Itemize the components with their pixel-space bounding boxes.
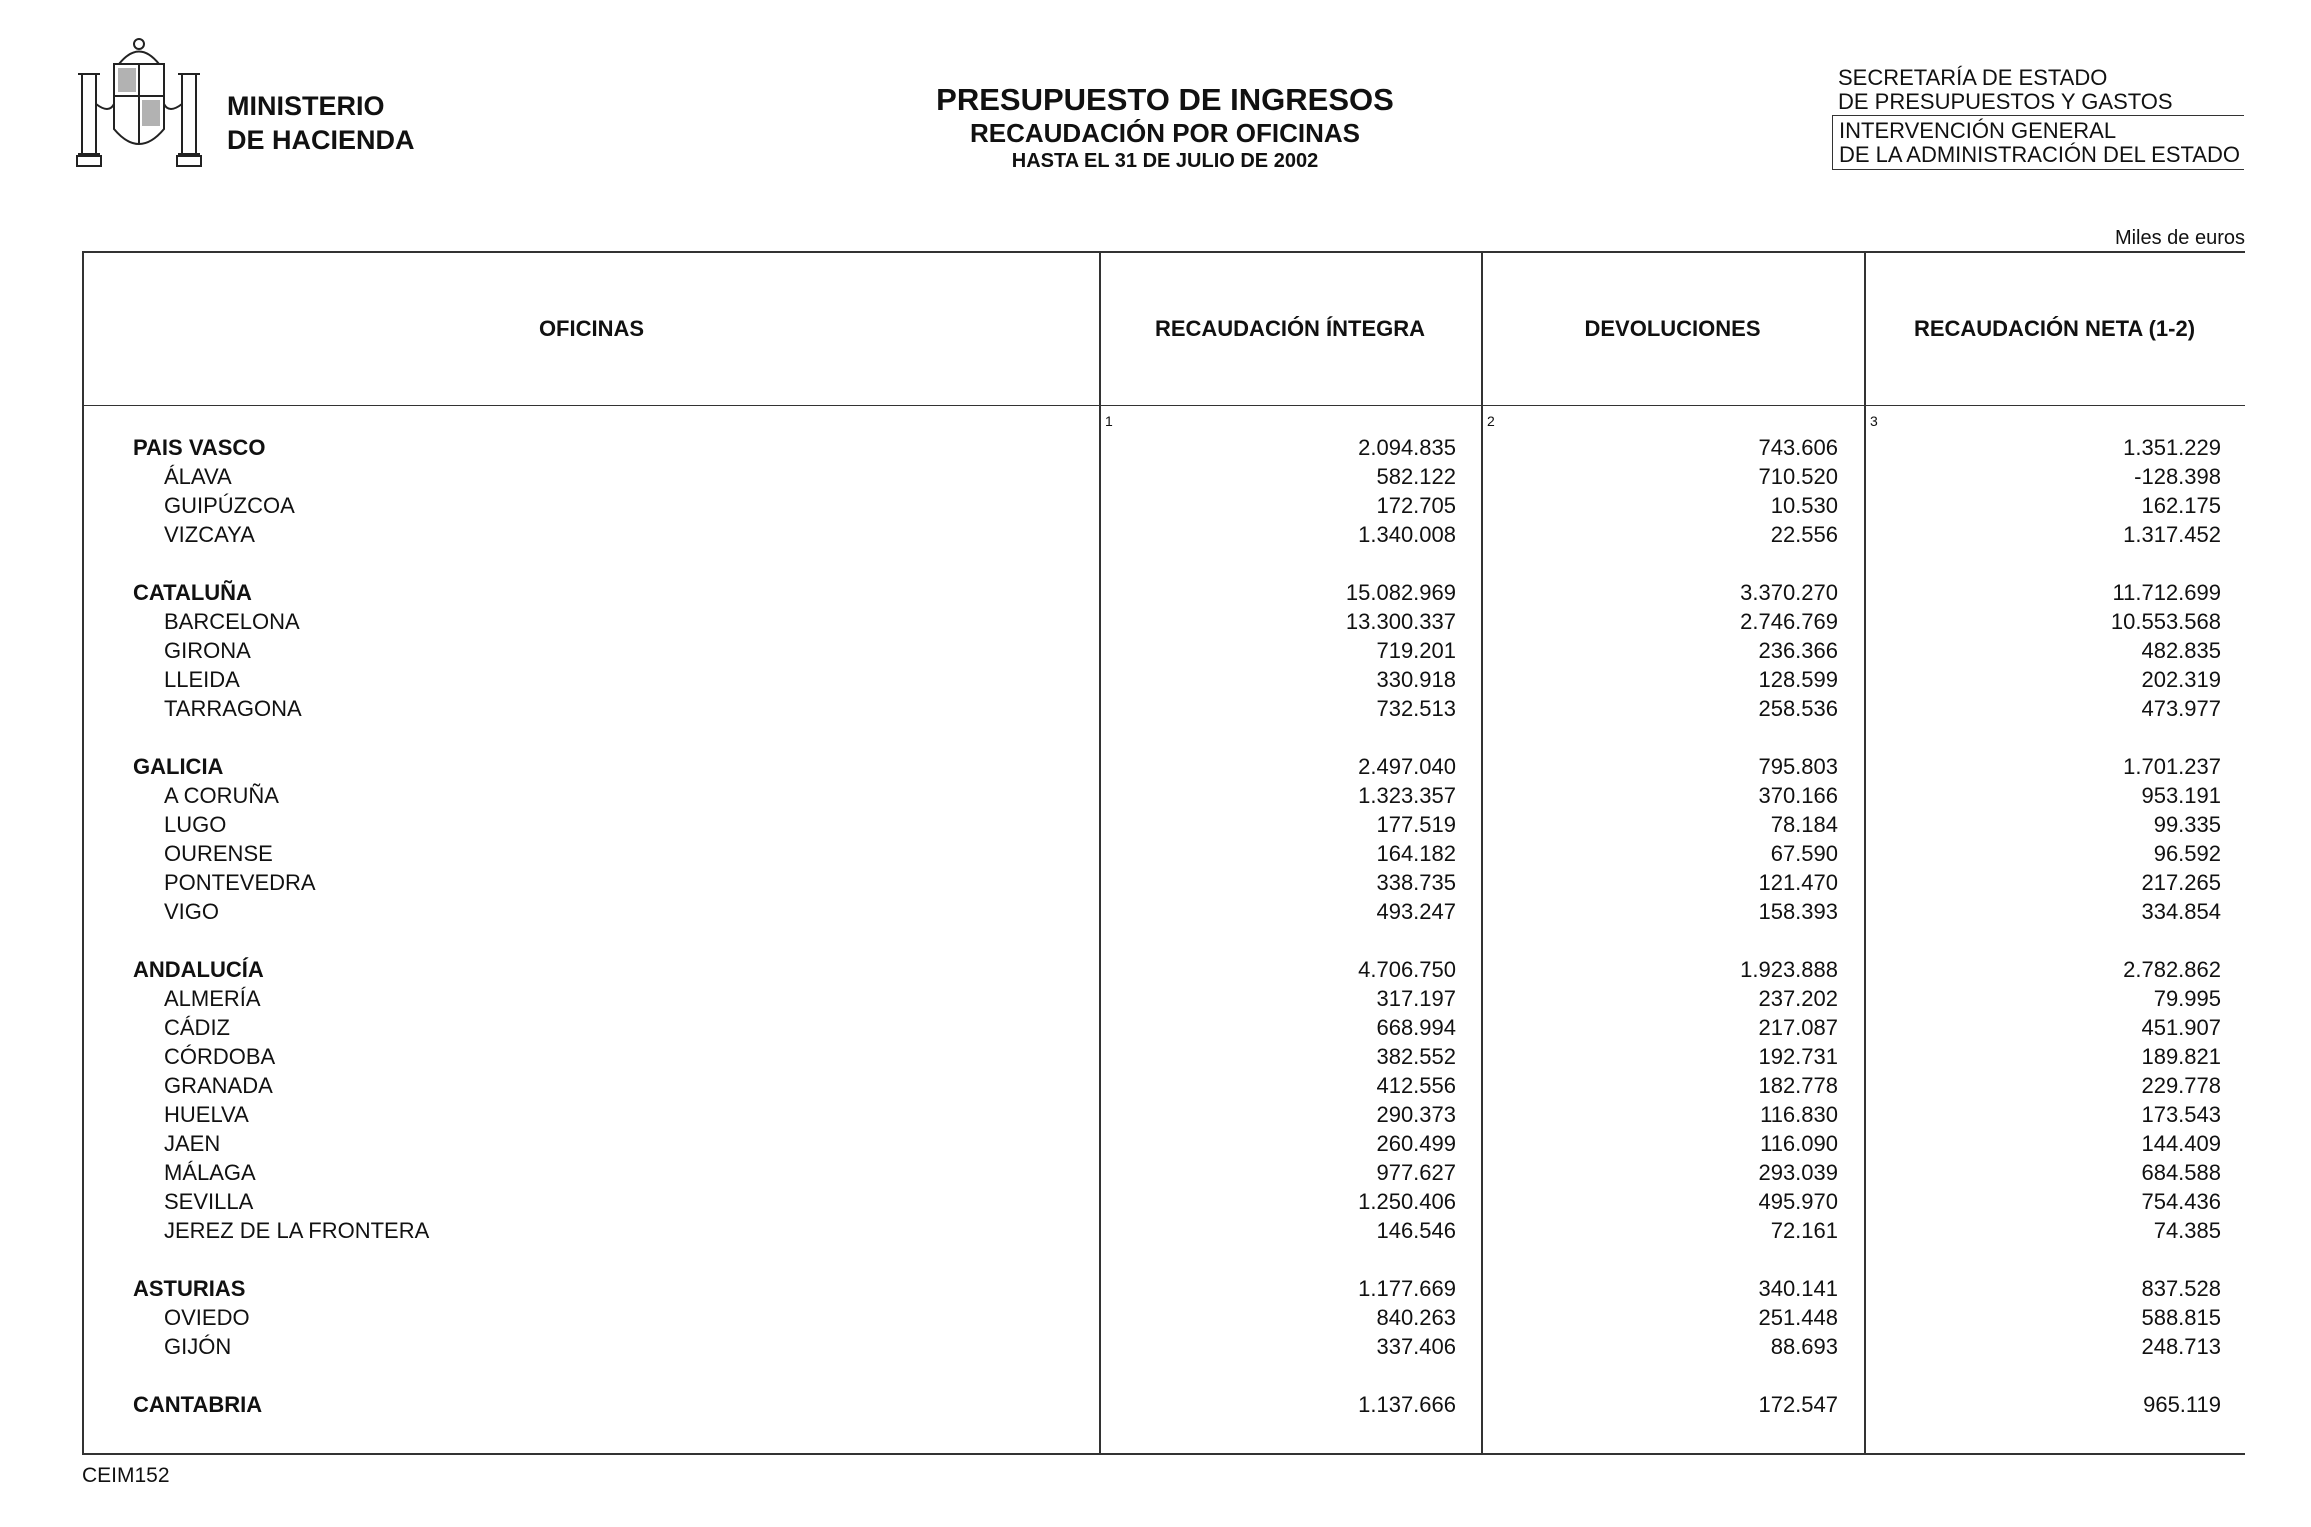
net-collection-value: 684.588 xyxy=(2141,1160,2221,1185)
office-name: GALICIA xyxy=(133,754,224,779)
column-header-net: RECAUDACIÓN NETA (1-2) xyxy=(1913,316,2196,341)
office-name: CÁDIZ xyxy=(164,1015,230,1040)
office-name: MÁLAGA xyxy=(164,1160,256,1185)
net-collection-value: 837.528 xyxy=(2141,1276,2221,1301)
gross-collection-value: 290.373 xyxy=(1376,1102,1456,1127)
net-collection-value: 144.409 xyxy=(2141,1131,2221,1156)
header-rule xyxy=(84,405,2245,406)
column-number: 2 xyxy=(1487,413,1495,429)
secretariat-label xyxy=(1832,66,2244,116)
net-collection-value: 1.351.229 xyxy=(2123,435,2221,460)
office-row xyxy=(84,897,2245,926)
office-name: A CORUÑA xyxy=(164,783,279,808)
gross-collection-value: 668.994 xyxy=(1376,1015,1456,1040)
refunds-value: 237.202 xyxy=(1758,986,1838,1011)
intervention-label xyxy=(1832,116,2244,170)
units-label: Miles de euros xyxy=(2114,227,2245,249)
gross-collection-value: 177.519 xyxy=(1376,812,1456,837)
office-row xyxy=(84,665,2245,694)
office-name: LUGO xyxy=(164,812,227,837)
refunds-value: 2.746.769 xyxy=(1740,609,1838,634)
office-row xyxy=(84,839,2245,868)
office-row xyxy=(84,694,2245,723)
ministry-name xyxy=(227,89,415,157)
net-collection-value: 473.977 xyxy=(2141,696,2221,721)
gross-collection-value: 382.552 xyxy=(1376,1044,1456,1069)
office-row xyxy=(84,1071,2245,1100)
gross-collection-value: 719.201 xyxy=(1376,638,1456,663)
net-collection-value: -128.398 xyxy=(2134,464,2221,489)
net-collection-value: 482.835 xyxy=(2141,638,2221,663)
column-number: 1 xyxy=(1105,413,1113,429)
refunds-value: 236.366 xyxy=(1758,638,1838,663)
office-name: BARCELONA xyxy=(164,609,300,634)
form-code: CEIM152 xyxy=(82,1464,170,1487)
region-row xyxy=(84,578,2245,607)
refunds-value: 795.803 xyxy=(1758,754,1838,779)
net-collection-value: 965.119 xyxy=(2143,1392,2221,1417)
gross-collection-value: 337.406 xyxy=(1376,1334,1456,1359)
refunds-value: 67.590 xyxy=(1770,841,1838,866)
net-collection-value: 96.592 xyxy=(2153,841,2221,866)
net-collection-value: 202.319 xyxy=(2141,667,2221,692)
net-collection-value: 953.191 xyxy=(2141,783,2221,808)
net-collection-value: 754.436 xyxy=(2141,1189,2221,1214)
office-name: SEVILLA xyxy=(164,1189,254,1214)
office-name: TARRAGONA xyxy=(164,696,302,721)
refunds-value: 172.547 xyxy=(1758,1392,1838,1417)
net-collection-value: 79.995 xyxy=(2153,986,2221,1011)
coat-of-arms-icon xyxy=(74,34,204,184)
office-row xyxy=(84,1332,2245,1361)
refunds-value: 743.606 xyxy=(1758,435,1838,460)
office-row xyxy=(84,810,2245,839)
office-name: PAIS VASCO xyxy=(133,435,266,460)
issuing-office xyxy=(1832,66,2244,170)
refunds-value: 192.731 xyxy=(1758,1044,1838,1069)
net-collection-value: 99.335 xyxy=(2153,812,2221,837)
office-row xyxy=(84,462,2245,491)
column-header-refunds: DEVOLUCIONES xyxy=(1584,316,1761,341)
refunds-value: 251.448 xyxy=(1758,1305,1838,1330)
secretariat-line-2: DE PRESUPUESTOS Y GASTOS xyxy=(1838,89,2173,114)
ministry-line-2: DE HACIENDA xyxy=(227,125,415,155)
office-name: PONTEVEDRA xyxy=(164,870,316,895)
gross-collection-value: 493.247 xyxy=(1376,899,1456,924)
net-collection-value: 451.907 xyxy=(2141,1015,2221,1040)
intervention-line-1: INTERVENCIÓN GENERAL xyxy=(1839,118,2117,143)
net-collection-value: 173.543 xyxy=(2141,1102,2221,1127)
refunds-value: 293.039 xyxy=(1758,1160,1838,1185)
office-name: GUIPÚZCOA xyxy=(164,493,295,518)
office-row xyxy=(84,984,2245,1013)
ministry-line-1: MINISTERIO xyxy=(227,91,385,121)
refunds-value: 1.923.888 xyxy=(1740,957,1838,982)
net-collection-value: 11.712.699 xyxy=(2112,580,2221,605)
refunds-value: 3.370.270 xyxy=(1740,580,1838,605)
refunds-value: 88.693 xyxy=(1770,1334,1838,1359)
office-name: ÁLAVA xyxy=(164,464,232,489)
office-row xyxy=(84,1158,2245,1187)
office-row xyxy=(84,1013,2245,1042)
gross-collection-value: 260.499 xyxy=(1376,1131,1456,1156)
net-collection-value: 248.713 xyxy=(2141,1334,2221,1359)
office-row xyxy=(84,781,2245,810)
office-name: CATALUÑA xyxy=(133,580,252,605)
refunds-value: 22.556 xyxy=(1770,522,1838,547)
gross-collection-value: 2.094.835 xyxy=(1358,435,1456,460)
office-name: ASTURIAS xyxy=(133,1276,246,1301)
office-row xyxy=(84,1303,2245,1332)
net-collection-value: 10.553.568 xyxy=(2110,609,2221,634)
office-name: GIJÓN xyxy=(164,1334,232,1359)
gross-collection-value: 330.918 xyxy=(1376,667,1456,692)
office-name: VIGO xyxy=(164,899,220,924)
refunds-value: 217.087 xyxy=(1758,1015,1838,1040)
gross-collection-value: 1.137.666 xyxy=(1358,1392,1456,1417)
gross-collection-value: 732.513 xyxy=(1376,696,1456,721)
refunds-value: 116.090 xyxy=(1760,1131,1838,1156)
refunds-value: 78.184 xyxy=(1770,812,1838,837)
gross-collection-value: 1.177.669 xyxy=(1358,1276,1456,1301)
gross-collection-value: 317.197 xyxy=(1376,986,1456,1011)
gross-collection-value: 840.263 xyxy=(1376,1305,1456,1330)
office-row xyxy=(84,1216,2245,1245)
region-row xyxy=(84,1274,2245,1303)
column-number: 3 xyxy=(1870,413,1878,429)
net-collection-value: 588.815 xyxy=(2141,1305,2221,1330)
gross-collection-value: 15.082.969 xyxy=(1345,580,1456,605)
office-name: ALMERÍA xyxy=(164,986,261,1011)
gross-collection-value: 412.556 xyxy=(1376,1073,1456,1098)
column-header-gross: RECAUDACIÓN ÍNTEGRA xyxy=(1154,316,1426,341)
office-name: OURENSE xyxy=(164,841,273,866)
net-collection-value: 229.778 xyxy=(2141,1073,2221,1098)
office-row xyxy=(84,607,2245,636)
gross-collection-value: 977.627 xyxy=(1376,1160,1456,1185)
table-body xyxy=(84,433,2245,1419)
gross-collection-value: 1.250.406 xyxy=(1358,1189,1456,1214)
net-collection-value: 189.821 xyxy=(2141,1044,2221,1069)
refunds-value: 182.778 xyxy=(1758,1073,1838,1098)
region-row xyxy=(84,752,2245,781)
refunds-value: 116.830 xyxy=(1760,1102,1838,1127)
report-subtitle: RECAUDACIÓN POR OFICINAS xyxy=(969,118,1360,148)
office-name: GRANADA xyxy=(164,1073,273,1098)
office-row xyxy=(84,520,2245,549)
refunds-value: 710.520 xyxy=(1758,464,1838,489)
secretariat-line-1: SECRETARÍA DE ESTADO xyxy=(1838,65,2108,90)
gross-collection-value: 338.735 xyxy=(1376,870,1456,895)
report-title-block xyxy=(770,82,1560,174)
office-name: ANDALUCÍA xyxy=(133,957,264,982)
office-name: OVIEDO xyxy=(164,1305,250,1330)
office-row xyxy=(84,868,2245,897)
refunds-value: 495.970 xyxy=(1758,1189,1838,1214)
net-collection-value: 2.782.862 xyxy=(2123,957,2221,982)
refunds-value: 121.470 xyxy=(1758,870,1838,895)
region-row xyxy=(84,433,2245,462)
refunds-value: 340.141 xyxy=(1758,1276,1838,1301)
office-name: GIRONA xyxy=(164,638,251,663)
office-row xyxy=(84,1100,2245,1129)
gross-collection-value: 164.182 xyxy=(1376,841,1456,866)
region-row xyxy=(84,955,2245,984)
report-date: HASTA EL 31 DE JULIO DE 2002 xyxy=(1011,150,1319,172)
gross-collection-value: 582.122 xyxy=(1376,464,1456,489)
office-name: HUELVA xyxy=(164,1102,249,1127)
office-row xyxy=(84,1042,2245,1071)
gross-collection-value: 146.546 xyxy=(1376,1218,1456,1243)
gross-collection-value: 1.323.357 xyxy=(1358,783,1456,808)
gross-collection-value: 2.497.040 xyxy=(1358,754,1456,779)
gross-collection-value: 4.706.750 xyxy=(1358,957,1456,982)
office-row xyxy=(84,1187,2245,1216)
office-name: VIZCAYA xyxy=(164,522,255,547)
gross-collection-value: 13.300.337 xyxy=(1345,609,1456,634)
gross-collection-value: 1.340.008 xyxy=(1358,522,1456,547)
refunds-value: 258.536 xyxy=(1758,696,1838,721)
office-row xyxy=(84,636,2245,665)
refunds-value: 128.599 xyxy=(1758,667,1838,692)
office-name: CÓRDOBA xyxy=(164,1044,276,1069)
office-name: LLEIDA xyxy=(164,667,240,692)
net-collection-value: 217.265 xyxy=(2141,870,2221,895)
column-header-offices: OFICINAS xyxy=(538,316,645,341)
gross-collection-value: 172.705 xyxy=(1376,493,1456,518)
intervention-line-2: DE LA ADMINISTRACIÓN DEL ESTADO xyxy=(1839,142,2240,167)
report-title: PRESUPUESTO DE INGRESOS xyxy=(936,82,1394,117)
office-name: JAEN xyxy=(164,1131,221,1156)
net-collection-value: 1.701.237 xyxy=(2123,754,2221,779)
refunds-value: 10.530 xyxy=(1770,493,1838,518)
refunds-value: 72.161 xyxy=(1770,1218,1838,1243)
refunds-value: 158.393 xyxy=(1758,899,1838,924)
net-collection-value: 162.175 xyxy=(2141,493,2221,518)
office-name: CANTABRIA xyxy=(133,1392,263,1417)
net-collection-value: 74.385 xyxy=(2153,1218,2221,1243)
office-row xyxy=(84,491,2245,520)
net-collection-value: 1.317.452 xyxy=(2123,522,2221,547)
net-collection-value: 334.854 xyxy=(2141,899,2221,924)
office-row xyxy=(84,1129,2245,1158)
region-row xyxy=(84,1390,2245,1419)
office-name: JEREZ DE LA FRONTERA xyxy=(164,1218,430,1243)
collection-table xyxy=(82,251,2245,1455)
refunds-value: 370.166 xyxy=(1758,783,1838,808)
